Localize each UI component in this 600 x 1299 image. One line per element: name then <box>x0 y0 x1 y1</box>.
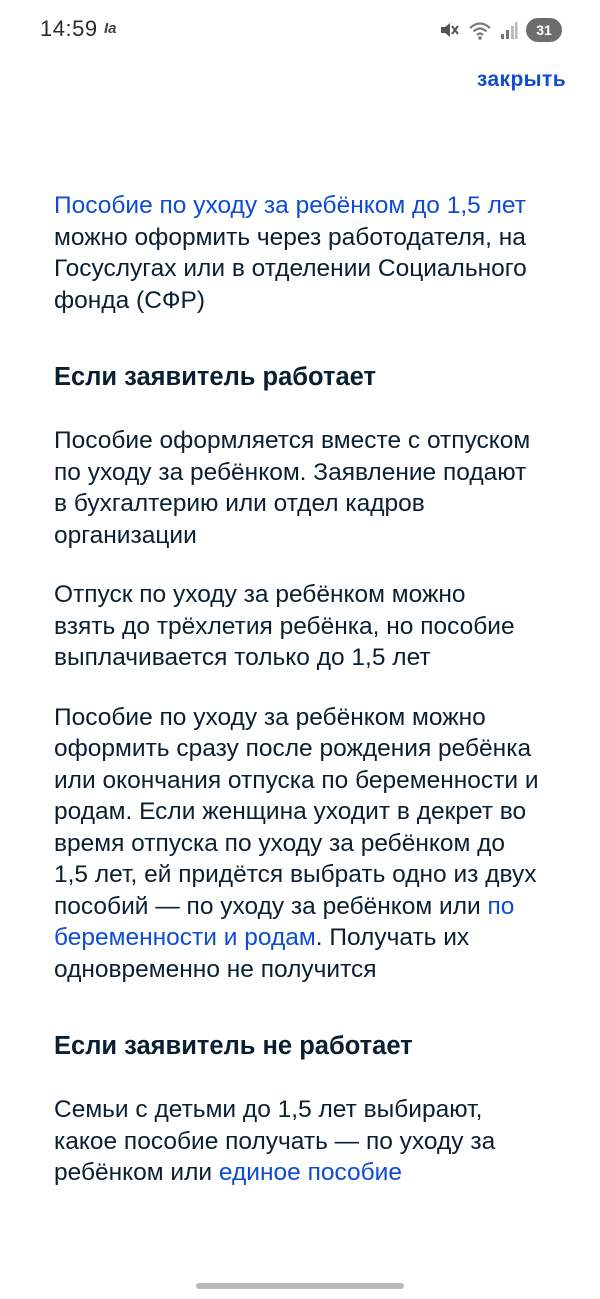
signal-icon <box>500 20 518 40</box>
employed-paragraph-3 <box>54 702 544 986</box>
childcare-benefit-link[interactable]: Пособие по уходу за ребёнком до 1,5 лет <box>54 192 526 219</box>
employed-paragraph-3-text: Пособие по уходу за ребёнком можно оформить сразу после рождения ребёнка или окончания отпуска по беременности и родам. Если женщина уходит в декрет во время отпуска по уходу за ребёнком до 1,5 лет, ей придётся выбрать одно из двух пособий — по уходу за ребёнком или <box>54 703 539 920</box>
content <box>54 190 564 1189</box>
carrier-label: Ia <box>104 20 117 37</box>
mute-icon <box>438 19 460 41</box>
status-time: 14:59 <box>40 16 98 41</box>
employed-paragraph-2: Отпуск по уходу за ребёнком можно взять до трёхлетия ребёнка, но пособие выплачивается только до 1,5 лет <box>54 581 515 671</box>
close-button[interactable]: закрыть <box>476 68 566 91</box>
battery-icon <box>526 18 562 42</box>
intro-text: можно оформить через работодателя, на Госуслугах или в отделении Социального фонда (СФР) <box>54 223 527 314</box>
maternity-benefit-link[interactable]: по беременности и родам <box>54 892 515 951</box>
home-indicator[interactable] <box>196 1283 404 1289</box>
unemployed-paragraph-1-text: Семьи с детьми до 1,5 лет выбирают, какое пособие получать — по уходу за ребёнком или <box>54 1096 496 1186</box>
employed-paragraph-1: Пособие оформляется вместе с отпуском по уходу за ребёнком. Заявление подают в бухгалтерию или отдел кадров организации <box>54 427 531 549</box>
unemployed-paragraph-1 <box>54 1094 544 1189</box>
employed-paragraph-3-tail: . Получать их одновременно не получится <box>54 924 470 983</box>
section-title-unemployed: Если заявитель не работает <box>54 1032 413 1060</box>
wifi-icon <box>468 19 492 41</box>
unified-benefit-link[interactable]: единое пособие <box>218 1159 402 1186</box>
status-bar <box>0 0 600 60</box>
battery-level: 31 <box>536 22 552 38</box>
section-title-employed: Если заявитель работает <box>54 363 376 391</box>
status-icons <box>438 16 562 44</box>
intro-paragraph <box>54 190 554 316</box>
